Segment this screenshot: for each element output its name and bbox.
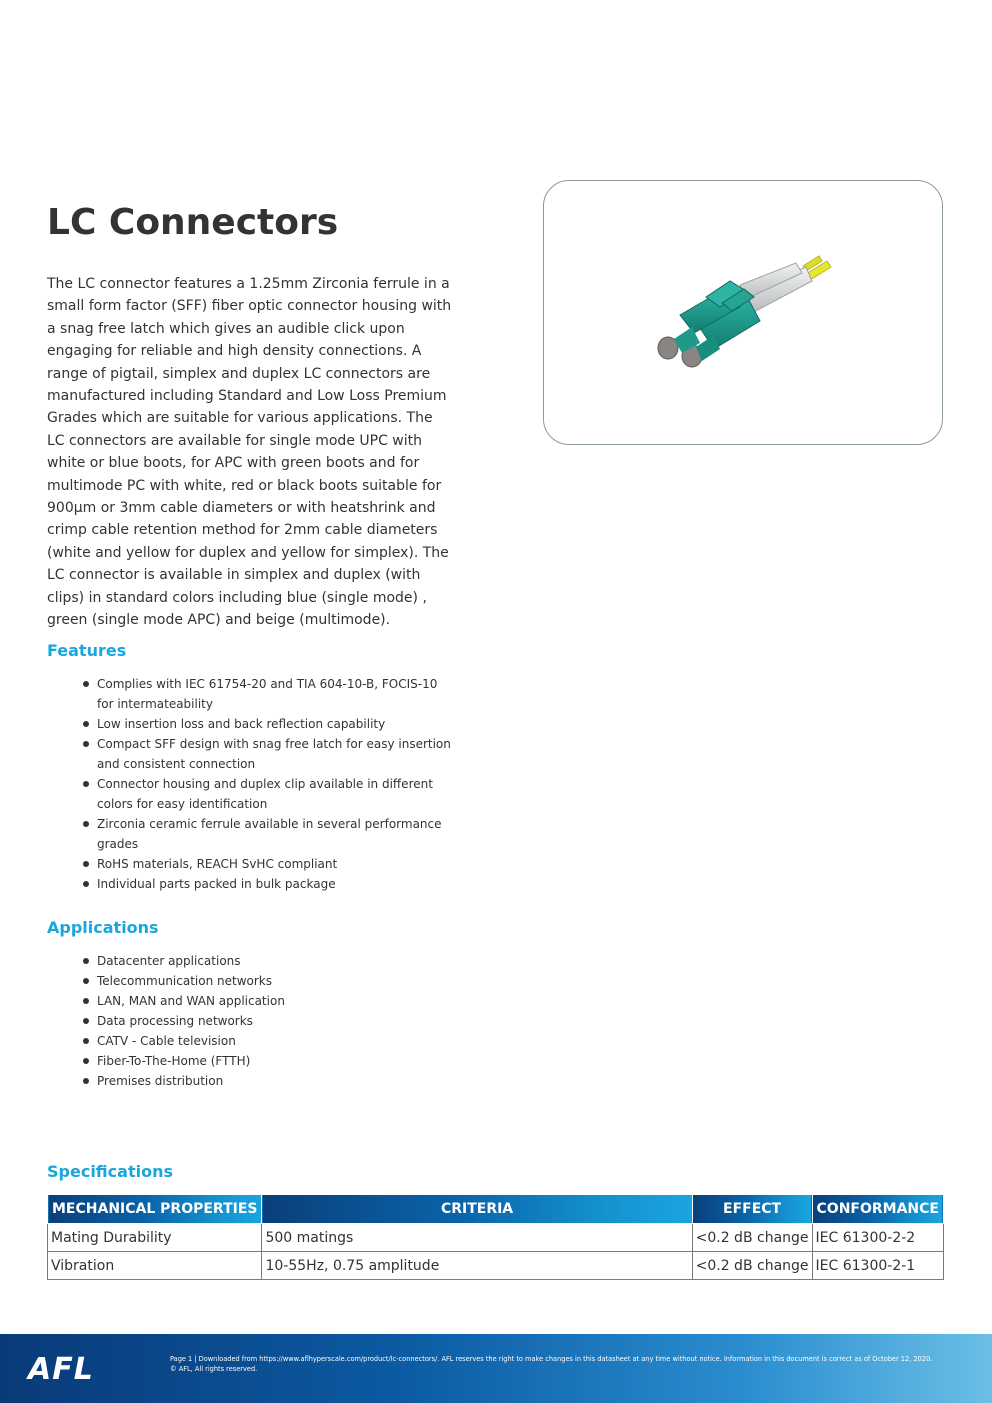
applications-list — [47, 951, 457, 1091]
application-item: Telecommunication networks — [47, 971, 457, 991]
feature-item: Compact SFF design with snag free latch for easy insertion and consistent connection — [47, 734, 457, 774]
feature-item: RoHS materials, REACH SvHC compliant — [47, 854, 457, 874]
column-header: CONFORMANCE — [812, 1195, 943, 1224]
feature-item: Complies with IEC 61754-20 and TIA 604-10-B, FOCIS-10 for intermateability — [47, 674, 457, 714]
feature-item: Individual parts packed in bulk package — [47, 874, 457, 894]
intro-paragraph: The LC connector features a 1.25mm Zirconia ferrule in a small form factor (SFF) fiber optic connector housing with a snag free latch which gives an audible click upon engaging for reliable and high density connections. A range of pigtail, simplex and duplex LC connectors are manufactured including Standard and Low Loss Premium Grades which are suitable for various applications. The LC connectors are available for single mode UPC with white or blue boots, for APC with green boots and for multimode PC with white, red or black boots suitable for 900µm or 3mm cable diameters or with heatshrink and crimp cable retention method for 2mm cable diameters (white and yellow for duplex and yellow for simplex). The LC connector is available in simplex and duplex (with clips) in standard colors including blue (single mode) , green (single mode APC) and beige (multimode). — [47, 276, 452, 629]
feature-item: Low insertion loss and back reflection capability — [47, 714, 457, 734]
table-row — [48, 1252, 944, 1280]
table-cell: 500 matings — [262, 1224, 692, 1252]
application-item: Datacenter applications — [47, 951, 457, 971]
table-row — [48, 1224, 944, 1252]
features-heading: Features — [47, 641, 127, 660]
table-cell: IEC 61300-2-2 — [812, 1224, 943, 1252]
footer-line: Page 1 | Downloaded from https://www.aflhyperscale.com/product/lc-connectors/. AFL reserves the right to make changes in this datasheet at any time without notice. Information in this document is correct as of October 12, 2020. — [170, 1355, 933, 1363]
column-header: CRITERIA — [262, 1195, 692, 1224]
table-cell: Mating Durability — [48, 1224, 262, 1252]
table-cell: IEC 61300-2-1 — [812, 1252, 943, 1280]
table-cell: <0.2 dB change — [692, 1252, 812, 1280]
table-cell: <0.2 dB change — [692, 1224, 812, 1252]
column-header: MECHANICAL PROPERTIES — [48, 1195, 262, 1224]
footer-notice — [170, 1354, 970, 1374]
footer-copyright: © AFL, All rights reserved. — [170, 1365, 258, 1373]
page-title: LC Connectors — [47, 202, 339, 243]
column-header: EFFECT — [692, 1195, 812, 1224]
features-list — [47, 674, 457, 894]
applications-heading: Applications — [47, 918, 159, 937]
feature-item: Zirconia ceramic ferrule available in several performance grades — [47, 814, 457, 854]
table-cell: 10-55Hz, 0.75 amplitude — [262, 1252, 692, 1280]
application-item: Premises distribution — [47, 1071, 457, 1091]
specifications-table — [47, 1194, 944, 1280]
application-item: LAN, MAN and WAN application — [47, 991, 457, 1011]
application-item: Fiber-To-The-Home (FTTH) — [47, 1051, 457, 1071]
application-item: Data processing networks — [47, 1011, 457, 1031]
table-header-row — [48, 1195, 944, 1224]
feature-item: Connector housing and duplex clip available in different colors for easy identification — [47, 774, 457, 814]
page-footer — [0, 1334, 992, 1403]
product-image-frame — [543, 180, 943, 445]
application-item: CATV - Cable television — [47, 1031, 457, 1051]
specifications-heading: Specifications — [47, 1162, 173, 1181]
table-cell: Vibration — [48, 1252, 262, 1280]
lc-connector-image — [544, 181, 944, 446]
afl-logo: AFL — [28, 1352, 94, 1387]
